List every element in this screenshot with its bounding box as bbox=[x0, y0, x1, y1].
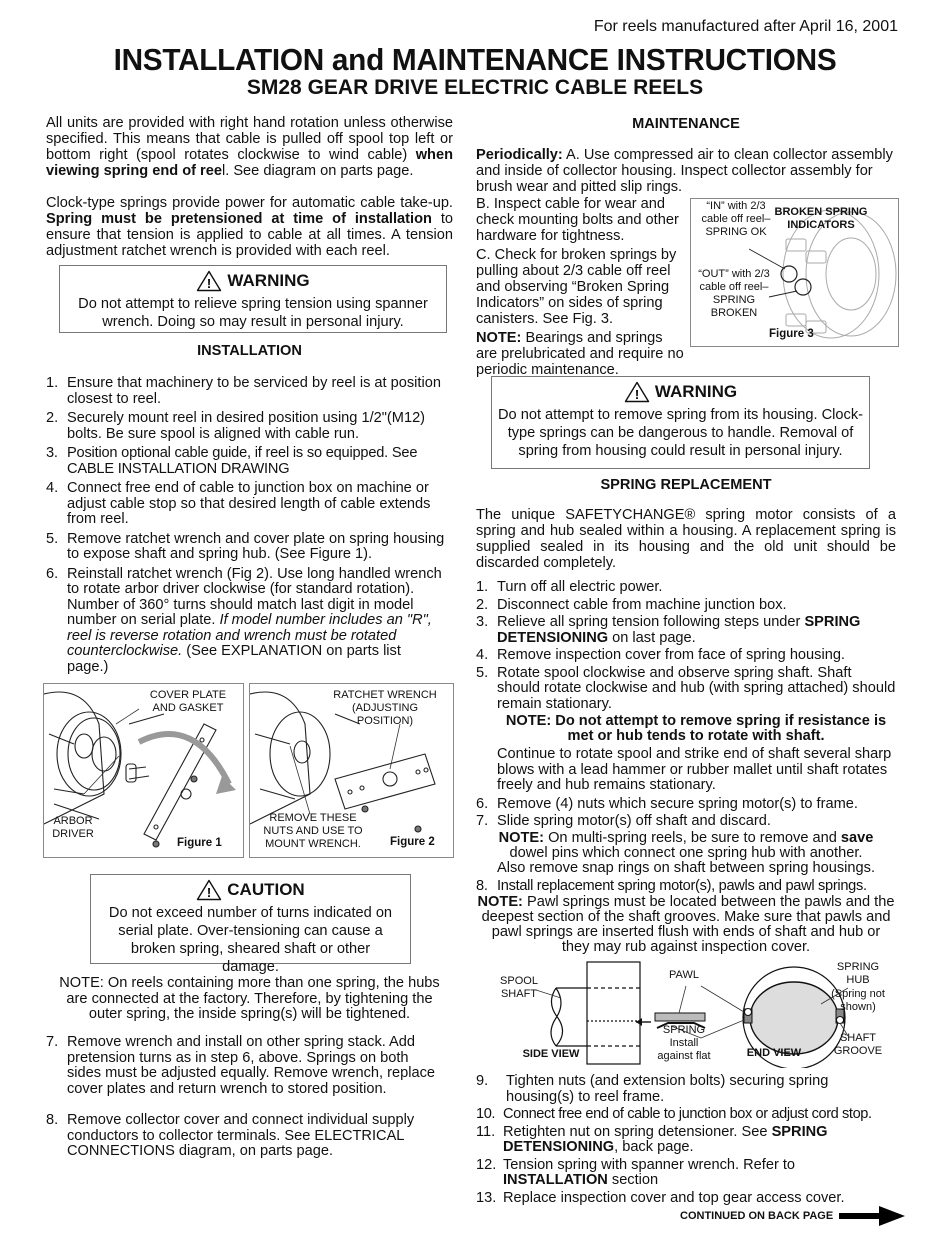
replacement-step: 3. Relieve all spring tension following steps under SPRING DETENSIONING on last page. bbox=[476, 614, 861, 646]
figure-3 bbox=[690, 198, 899, 347]
caution-label: CAUTION bbox=[227, 880, 305, 899]
ratchet-wrench-label: RATCHET WRENCH (ADJUSTING POSITION) bbox=[333, 689, 437, 727]
maintenance-items bbox=[476, 196, 686, 378]
spool-shaft-label: SPOOL SHAFT bbox=[500, 975, 538, 1000]
side-view-label: SIDE VIEW bbox=[522, 1048, 580, 1060]
step-7-note: NOTE: On multi-spring reels, be sure to remove and save dowel pins which connect one spring hub with another. Also remove snap rings on shaft between spring housings. bbox=[496, 829, 876, 876]
out-indicator-label: “OUT” with 2/3 cable off reel– SPRING BROKEN bbox=[698, 268, 770, 319]
warning-label: WARNING bbox=[227, 271, 310, 290]
replacement-step: 11. Retighten nut on spring detensioner. See SPRING DETENSIONING, back page. bbox=[476, 1123, 828, 1155]
caution-text: Do not exceed number of turns indicated on serial plate. Over-tensioning can cause a broken spring, sheared shaft or other damage. bbox=[108, 905, 393, 975]
install-step: 7. Remove wrench and install on other spring stack. Add pretension turns as in step 6, above. Springs on both sides must be adjusted equally. Remove wrench, replace cover plates and return wrench to stored position. bbox=[46, 1034, 436, 1097]
spring-replacement-steps-continued bbox=[476, 1074, 896, 1208]
page-subtitle: SM28 GEAR DRIVE ELECTRIC CABLE REELS bbox=[246, 76, 704, 99]
figure-2-caption: Figure 2 bbox=[390, 836, 435, 848]
caution-heading bbox=[91, 879, 410, 901]
cover-plate-label: COVER PLATE AND GASKET bbox=[149, 689, 227, 714]
shaft-groove-label: SHAFT GROOVE bbox=[833, 1032, 883, 1057]
remove-nuts-label: REMOVE THESE NUTS AND USE TO MOUNT WRENCH. bbox=[263, 812, 363, 850]
multi-spring-note: NOTE: On reels containing more than one spring, the hubs are connected at the factory. Therefore, by tightening the outer spring, the inside spring(s) will be tightened. bbox=[59, 975, 440, 1022]
replacement-step: 5. Rotate spool clockwise and observe spring shaft. Shaft should rotate clockwise and hub (with spring attached) should remain stationary. bbox=[476, 664, 896, 712]
install-step: 8. Remove collector cover and connect individual supply conductors to collector terminals. See ELECTRICAL CONNECTIONS diagram, on parts page. bbox=[46, 1112, 415, 1159]
spring-not-shown-label: (Spring not shown) bbox=[831, 988, 885, 1013]
installation-heading: INSTALLATION bbox=[197, 343, 302, 359]
maintenance-item-c: C. Check for broken springs by pulling about 2/3 cable off reel and observing “Broken Spring Indicators” on sides of spring canisters. See Fig. 3. bbox=[476, 247, 677, 327]
continued-on-back-page bbox=[680, 1206, 905, 1226]
warning-text: Do not attempt to remove spring from its housing. Clock-type springs can be dangerous to handle. Removal of spring from housing could result in personal injury. bbox=[498, 407, 863, 459]
step-8-note: NOTE: Pawl springs must be located between the pawls and the deepest section of the shaft grooves. Make sure that pawls and pawl springs are inserted flush with ends of shaft and hub or they may rub against inspection cover. bbox=[477, 894, 895, 955]
replacement-step: 8. Install replacement spring motor(s), pawls and pawl springs. bbox=[476, 877, 867, 894]
warning-heading bbox=[60, 270, 446, 292]
warning-triangle-icon bbox=[196, 879, 222, 901]
maintenance-note: NOTE: Bearings and springs are prelubricated and require no periodic maintenance. bbox=[476, 330, 684, 378]
svg-text:!: ! bbox=[207, 885, 212, 900]
install-step: 4. Connect free end of cable to junction box on machine or adjust cable stop so that desired length of cable extends from reel. bbox=[46, 480, 431, 527]
replacement-step: 10. Connect free end of cable to junction box or adjust cord stop. bbox=[476, 1106, 872, 1122]
replacement-step: 9. Tighten nuts (and extension bolts) securing spring housing(s) to reel frame. bbox=[476, 1073, 829, 1105]
intro-paragraph-1: All units are provided with right hand rotation unless otherwise specified. This means that cable is pulled off spool top left or bottom right (spool rotates clockwise to wind cable) when viewing spring end of reel. See diagram on parts page. bbox=[46, 115, 453, 179]
svg-text:!: ! bbox=[634, 387, 640, 402]
warning-box-spanner bbox=[59, 265, 447, 333]
maintenance-item-b: B. Inspect cable for wear and check mounting bolts and other hardware for tightness. bbox=[476, 196, 679, 244]
page-title: INSTALLATION and MAINTENANCE INSTRUCTIONS bbox=[113, 42, 837, 77]
figure-1 bbox=[43, 683, 244, 858]
step-5-note: NOTE: Do not attempt to remove spring if resistance is met or hub tends to rotate with shaft. bbox=[505, 713, 887, 744]
install-step: 3. Position optional cable guide, if reel is so equipped. See CABLE INSTALLATION DRAWING bbox=[46, 445, 418, 477]
install-step: 5. Remove ratchet wrench and cover plate on spring housing to expose shaft and spring hub. (See Figure 1). bbox=[46, 530, 445, 562]
arbor-driver-label: ARBOR DRIVER bbox=[52, 815, 94, 840]
warning-triangle-icon bbox=[196, 270, 222, 292]
spring-replacement-heading: SPRING REPLACEMENT bbox=[600, 477, 772, 493]
replacement-step: 12. Tension spring with spanner wrench. Refer to INSTALLATION section bbox=[476, 1156, 796, 1188]
replacement-step: 13. Replace inspection cover and top gear access cover. bbox=[476, 1189, 845, 1206]
pawl-label: PAWL bbox=[669, 969, 699, 981]
svg-text:!: ! bbox=[207, 276, 212, 291]
maintenance-heading: MAINTENANCE bbox=[632, 116, 740, 132]
installation-steps-continued bbox=[46, 1035, 446, 1164]
warning-box-spring-housing bbox=[491, 376, 870, 469]
replacement-step: 4. Remove inspection cover from face of spring housing. bbox=[476, 647, 845, 663]
right-arrow-icon bbox=[839, 1206, 905, 1226]
warning-triangle-icon bbox=[624, 381, 650, 403]
install-step: 6. Reinstall ratchet wrench (Fig 2). Use long handled wrench to rotate arbor driver clockwise (for standard rotation). Number of 360° turns should match last digit in model number on serial plate. If model number includes an "R", reel is reverse rotation and wrench must be rotated counterclockwise. (See EXPLANATION on parts list page.) bbox=[46, 565, 442, 675]
replacement-step: 6. Remove (4) nuts which secure spring motor(s) to frame. bbox=[476, 795, 858, 812]
replacement-step: 7. Slide spring motor(s) off shaft and discard. bbox=[476, 813, 771, 829]
broken-spring-indicators-title: BROKEN SPRING INDICATORS bbox=[774, 206, 868, 231]
install-step: 2. Securely mount reel in desired position using 1/2"(M12) bolts. Be sure spool is aligned with cable run. bbox=[46, 410, 426, 442]
warning-heading bbox=[492, 381, 869, 403]
in-indicator-label: “IN” with 2/3 cable off reel– SPRING OK bbox=[701, 200, 771, 238]
figure-2 bbox=[249, 683, 454, 858]
spring-hub-label: SPRING HUB bbox=[836, 961, 880, 986]
warning-label: WARNING bbox=[654, 382, 738, 401]
spring-replacement-steps bbox=[476, 580, 896, 955]
caution-box bbox=[90, 874, 411, 975]
spring-label: SPRING bbox=[662, 1024, 706, 1036]
replacement-step: 2. Disconnect cable from machine junction box. bbox=[476, 596, 787, 613]
pawl-installation-diagram bbox=[476, 958, 896, 1068]
figure-1-caption: Figure 1 bbox=[177, 837, 222, 849]
manufacture-date-note: For reels manufactured after April 16, 2001 bbox=[593, 18, 898, 35]
maintenance-periodic: Periodically: A. Use compressed air to clean collector assembly and inside of collector housing. Inspect collector assembly for brush wear and pitted slip rings. bbox=[476, 147, 893, 195]
intro-paragraph-2: Clock-type springs provide power for automatic cable take-up. Spring must be pretensioned at time of installation to ensure that tension is applied to cable at all times. A tension adjustment ratchet wrench is provided with each reel. bbox=[46, 195, 453, 259]
replacement-step: 1. Turn off all electric power. bbox=[476, 579, 663, 595]
continued-label: CONTINUED ON BACK PAGE bbox=[680, 1210, 834, 1222]
intro-section bbox=[46, 115, 453, 259]
warning-text: Do not attempt to relieve spring tension using spanner wrench. Doing so may result in personal injury. bbox=[78, 296, 428, 330]
figure-3-caption: Figure 3 bbox=[769, 328, 814, 340]
step-5-continued: Continue to rotate spool and strike end of shaft several sharp blows with a lead hammer or rubber mallet until shaft rotates freely and hub remains stationary. bbox=[497, 746, 892, 793]
end-view-label: END VIEW bbox=[746, 1047, 802, 1059]
spring-replacement-intro: The unique SAFETYCHANGE® spring motor consists of a spring and hub sealed within a housing. A replacement spring is supplied sealed in its housing and the old unit should be discarded completely. bbox=[476, 507, 896, 571]
installation-steps bbox=[46, 376, 446, 679]
install-against-flat-label: Install against flat bbox=[657, 1037, 711, 1062]
install-step: 1. Ensure that machinery to be serviced by reel is at position closest to reel. bbox=[46, 375, 441, 407]
